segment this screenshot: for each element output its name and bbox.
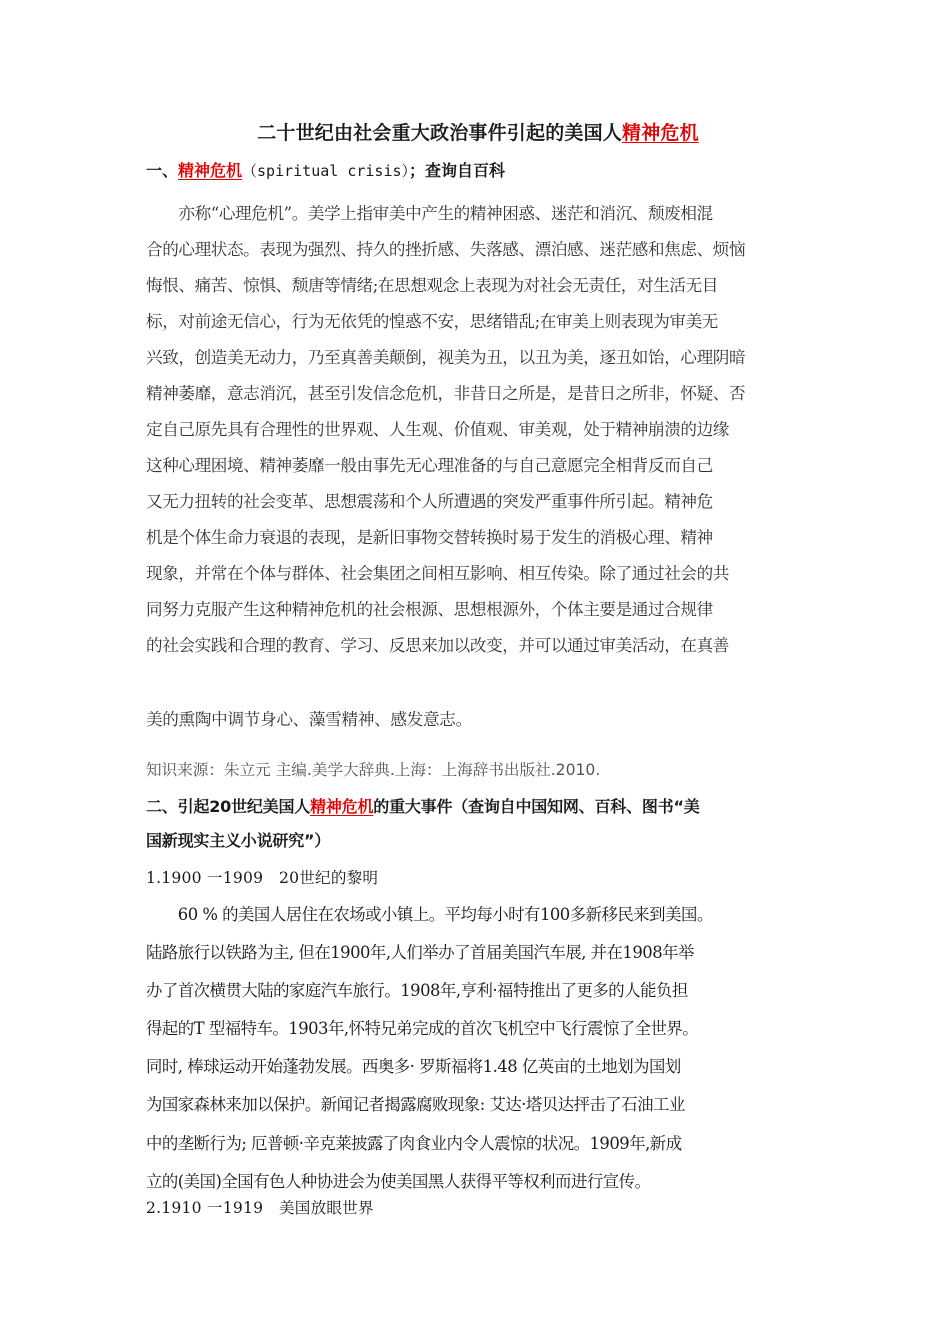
definition-paragraph-end: 美的熏陶中调节身心、藻雪精神、感发意志。 [146,710,472,729]
paragraph-line: 标，对前途无信心，行为无依凭的惶惑不安，思绪错乱;在审美上则表现为审美无 [146,312,718,331]
section-2-suffix: 的重大事件（查询自中国知网、百科、图书“美 [373,797,700,816]
section-1-suffix: ；查询自百科 [409,161,506,180]
paragraph-line: 精神萎靡，意志消沉，甚至引发信念危机，非昔日之所是，是昔日之所非，怀疑、否 [146,384,746,403]
source-citation: 知识来源：朱立元 主编.美学大辞典.上海：上海辞书出版社. [146,761,556,779]
paragraph-line: 陆路旅行以铁路为主, 但在1900年,人们举办了首届美国汽车展, 并在1908年举 [146,943,694,963]
item-1-heading: 1.1900 一1909 20世纪的黎明 [146,869,379,887]
paragraph-line: 兴致，创造美无动力，乃至真善美颠倒，视美为丑，以丑为美，逐丑如饴，心理阴暗 [146,348,746,367]
paragraph-line: 又无力扭转的社会变革、思想震荡和个人所遭遇的突发严重事件所引起。精神危 [146,492,713,511]
definition-paragraph [146,196,812,664]
paragraph-line: 机是个体生命力衰退的表现，是新旧事物交替转换时易于发生的消极心理、精神 [146,528,713,547]
paragraph-line: 中的垄断行为; 厄普顿·辛克莱披露了肉食业内令人震惊的状况。1909年,新成 [146,1133,682,1153]
section-2-link[interactable]: 精神危机 [310,797,374,816]
section-1-prefix: 一、 [146,161,179,180]
paragraph-line: 定自己原先具有合理性的世界观、人生观、价值观、审美观，处于精神崩溃的边缘 [146,420,729,439]
paragraph-line: 同时, 棒球运动开始蓬勃发展。西奥多· 罗斯福将1.48 亿英亩的土地划为国划 [146,1057,681,1077]
section-1-heading [146,160,505,182]
paragraph-line: 同努力克服产生这种精神危机的社会根源、思想根源外，个体主要是通过合规律 [146,600,713,619]
source-year: 2010. [555,761,601,779]
title-link-spiritual-crisis[interactable]: 精神危机 [622,122,699,144]
paragraph-line: 立的(美国)全国有色人种协进会为使美国黑人获得平等权利而进行宣传。 [146,1171,651,1191]
section-1-link[interactable]: 精神危机 [178,161,243,180]
paragraph-line: 现象，并常在个体与群体、社会集团之间相互影响、相互传染。除了通过社会的共 [146,564,729,583]
item-2-heading: 2.1910 一1919 美国放眼世界 [146,1199,374,1217]
section-1-latin: （spiritual crisis） [242,162,410,180]
section-2-line-2: 国新现实主义小说研究”） [146,831,331,850]
section-2-line-1 [146,790,816,824]
paragraph-line: 亦称“心理危机”。美学上指审美中产生的精神困惑、迷茫和消沉、颓废相混 [146,204,713,223]
paragraph-line: 办了首次横贯大陆的家庭汽车旅行。1908年,亨利·福特推出了更多的人能负担 [146,981,688,1001]
paragraph-line: 合的心理状态。表现为强烈、持久的挫折感、失落感、漂泊感、迷茫感和焦虑、烦恼 [146,240,746,259]
paragraph-line: 得起的T 型福特车。1903年,怀特兄弟完成的首次飞机空中飞行震惊了全世界。 [146,1019,699,1039]
paragraph-line: 60 % 的美国人居住在农场或小镇上。平均每小时有100多新移民来到美国。 [146,905,713,924]
paragraph-line: 这种心理困境、精神萎靡一般由事先无心理准备的与自己意愿完全相背反而自己 [146,456,713,475]
title-text: 二十世纪由社会重大政治事件引起的美国人 [257,122,622,144]
paragraph-line: 的社会实践和合理的教育、学习、反思来加以改变，并可以通过审美活动，在真善 [146,636,729,655]
page-title [146,120,810,146]
events-paragraph [146,896,812,1201]
section-2-prefix: 二、引起20世纪美国人 [146,797,311,816]
paragraph-line: 悔恨、痛苦、惊惧、颓唐等情绪;在思想观念上表现为对社会无责任，对生活无目 [146,276,718,295]
knowledge-source [146,758,600,780]
section-2-heading [146,790,816,858]
paragraph-line: 为国家森林来加以保护。新闻记者揭露腐败现象: 艾达·塔贝达抨击了石油工业 [146,1095,685,1115]
